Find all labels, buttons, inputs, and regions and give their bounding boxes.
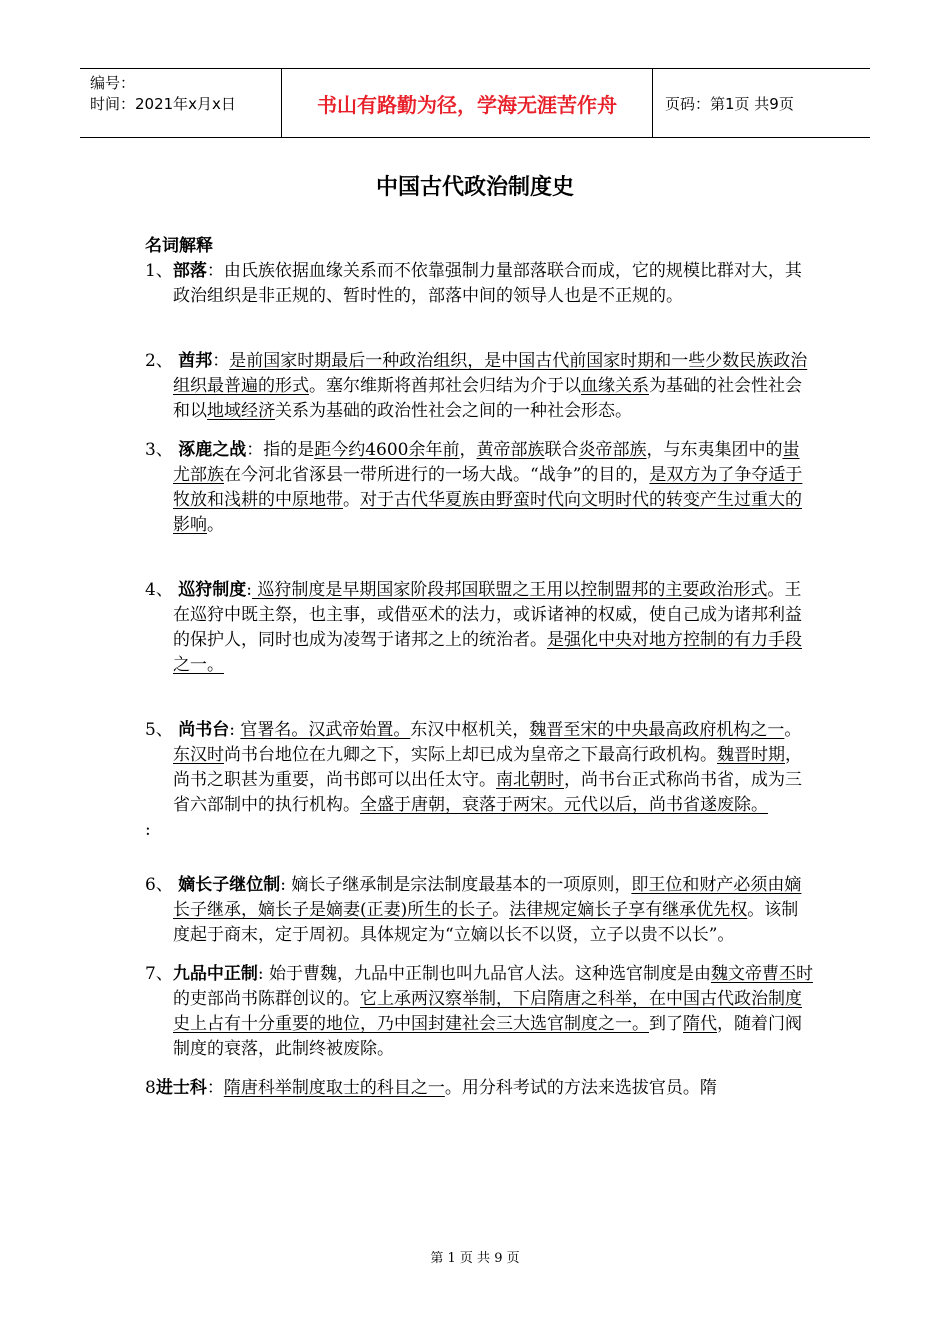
body-text: 4、 [145,580,179,600]
term-item-shangshutai [145,718,815,818]
body-text: 。 [784,720,802,740]
term-item-jiupin [145,962,815,1062]
body-text: ： [206,1078,224,1098]
underlined-text: 对于古代华夏族由野蛮时代向文明时代的转变产生过重大的影响 [173,490,802,535]
body-text: 6、 [145,875,179,895]
underlined-text: 炎帝部族 [578,440,647,460]
header-left-cell [80,69,282,137]
underlined-text: 距今约4600余年前 [314,440,460,460]
body-text: 联合 [544,440,579,460]
body-text: : 嫡长子继承制是宗法制度最基本的一项原则， [280,875,632,895]
body-text: 的吏部尚书陈群创议的。 [173,989,360,1009]
body-text: 东汉中枢机关， [410,720,530,740]
term-item-dizhangzi [145,873,815,948]
term-name: 九品中正制 [172,964,258,984]
underlined-text: 血缘关系 [581,376,649,396]
body-text: ，与东夷集团中的 [646,440,783,460]
body-text: 。该制度起于商末，定于周初。具体规定为“立嫡以长不以贤，立子以贵不以长”。 [173,900,799,945]
body-text: 5、 [145,720,179,740]
body-text: : [246,580,252,600]
term-list [145,259,815,1101]
body-text: 3、 [145,440,179,460]
body-text: 1、 [145,261,173,281]
term-name: 嫡长子继位制 [178,875,281,895]
document-body [145,234,815,1101]
term-item-xunshou [145,578,815,678]
underlined-text: 即王位和财产必须由嫡长子继承，嫡长子是嫡妻(正妻)所生的长子 [173,875,802,920]
underlined-text: 东汉时 [173,745,224,765]
header-page-info: 页码：第1页 共9页 [665,94,794,113]
underlined-text: 魏文帝曹丕时 [710,964,813,984]
underlined-text: 地域经济 [207,401,275,421]
body-text: 2、 [145,351,179,371]
body-text: ，尚书之职甚为重要，尚书郎可以出任太守。 [173,745,802,790]
body-text: ： [212,351,230,371]
body-text: 。 [343,490,360,510]
stray-colon: : [145,820,151,840]
document-title: 中国古代政治制度史 [375,175,574,200]
underlined-text: 黄帝部族 [476,440,545,460]
underlined-text: 魏晋至宋的中央最高政府机构之一 [529,720,785,740]
body-text: 到了 [649,1014,683,1034]
term-name: 进士科 [155,1078,207,1098]
term-item-buluo [145,259,815,309]
body-text: 。用分科考试的方法来选拔官员。隋 [444,1078,717,1098]
body-text: 。塞尔维斯将酋邦社会归结为介于以 [309,376,581,396]
underlined-text: 官署名。汉武帝始置。 [240,720,411,740]
underlined-text: 是前国家时期最后一种政治组织，是中国古代前国家时期和一些少数民族政治组织最普遍的形式 [173,351,808,396]
underlined-text: 蚩尤部族 [173,440,800,485]
body-text: 尚书台地位在九卿之下，实际上却已成为皇帝之下最高行政机构。 [224,745,717,765]
underlined-text: 魏晋时期 [717,745,785,765]
body-text: : 始于曹魏，九品中正制也叫九品官人法。这种选官制度是由 [257,964,711,984]
body-text: ：由氏族依据血缘关系而不依靠强制力量部落联合而成，它的规模比群对大，其政治组织是非正规的、暂时性的，部落中间的领导人也是不正规的。 [173,261,802,306]
term-name: 酋邦 [178,351,213,371]
body-text: 。王在巡狩中既主祭，也主事，或借巫术的法力，或诉诸神的权威，使自己成为诸邦利益的保护人，同时也成为凌驾于诸邦之上的统治者。 [173,580,802,650]
section-heading: 名词解释 [145,236,213,256]
underlined-text: 是强化中央对地方控制的有力手段之一。 [173,630,802,675]
underlined-text: 巡狩制度是早期国家阶段邦国联盟之王用以控制盟邦的主要政治形式 [251,580,768,600]
underlined-text: 隋唐科举制度取士的科目之一 [223,1078,445,1098]
term-name: 涿鹿之战 [178,440,247,460]
page-header [80,68,870,138]
body-text: 关系为基础的政治性社会之间的一种社会形态。 [275,401,632,421]
term-item-jinshi [145,1076,815,1101]
term-name: 部落 [172,261,207,281]
body-text: 在今河北省涿县一带所进行的一场大战。“战争”的目的， [224,465,650,485]
header-motto: 书山有路勤为径，学海无涯苦作舟 [282,69,653,137]
underlined-text: 隋代 [683,1014,717,1034]
body-text: ，随着门阀制度的衰落，此制终被废除。 [173,1014,802,1059]
body-text: 为基础的社会性社会和以 [173,376,802,421]
underlined-text: 全盛于唐朝，衰落于两宋。元代以后，尚书省遂废除。 [360,795,768,815]
body-text: ，尚书台正式称尚书省，成为三省六部制中的执行机构。 [173,770,802,815]
body-text: ， [459,440,477,460]
underlined-text: 它上承两汉察举制，下启隋唐之科举，在中国古代政治制度史上占有十分重要的地位，乃中国封建社会三大选官制度之一。 [173,989,802,1034]
underlined-text: 南北朝时 [496,770,564,790]
underlined-text: 法律规定嫡长子享有继承优先权 [509,900,748,920]
term-item-qiubang [145,349,815,424]
page-footer: 第 1 页 共 9 页 [430,1251,520,1266]
body-text: : [229,720,241,740]
code-label: 编号： [90,74,136,92]
term-item-zhuolu [145,438,815,538]
body-text: 8 [145,1078,156,1098]
term-name: 巡狩制度 [178,580,247,600]
body-text: 。 [492,900,510,920]
body-text: ：指的是 [246,440,315,460]
term-name: 尚书台 [178,720,230,740]
body-text: 7、 [145,964,173,984]
time-label: 时间：2021年x月x日 [90,95,236,113]
body-text: 。 [207,515,224,535]
underlined-text: 是双方为了争夺适于牧放和浅耕的中原地带 [173,465,803,510]
